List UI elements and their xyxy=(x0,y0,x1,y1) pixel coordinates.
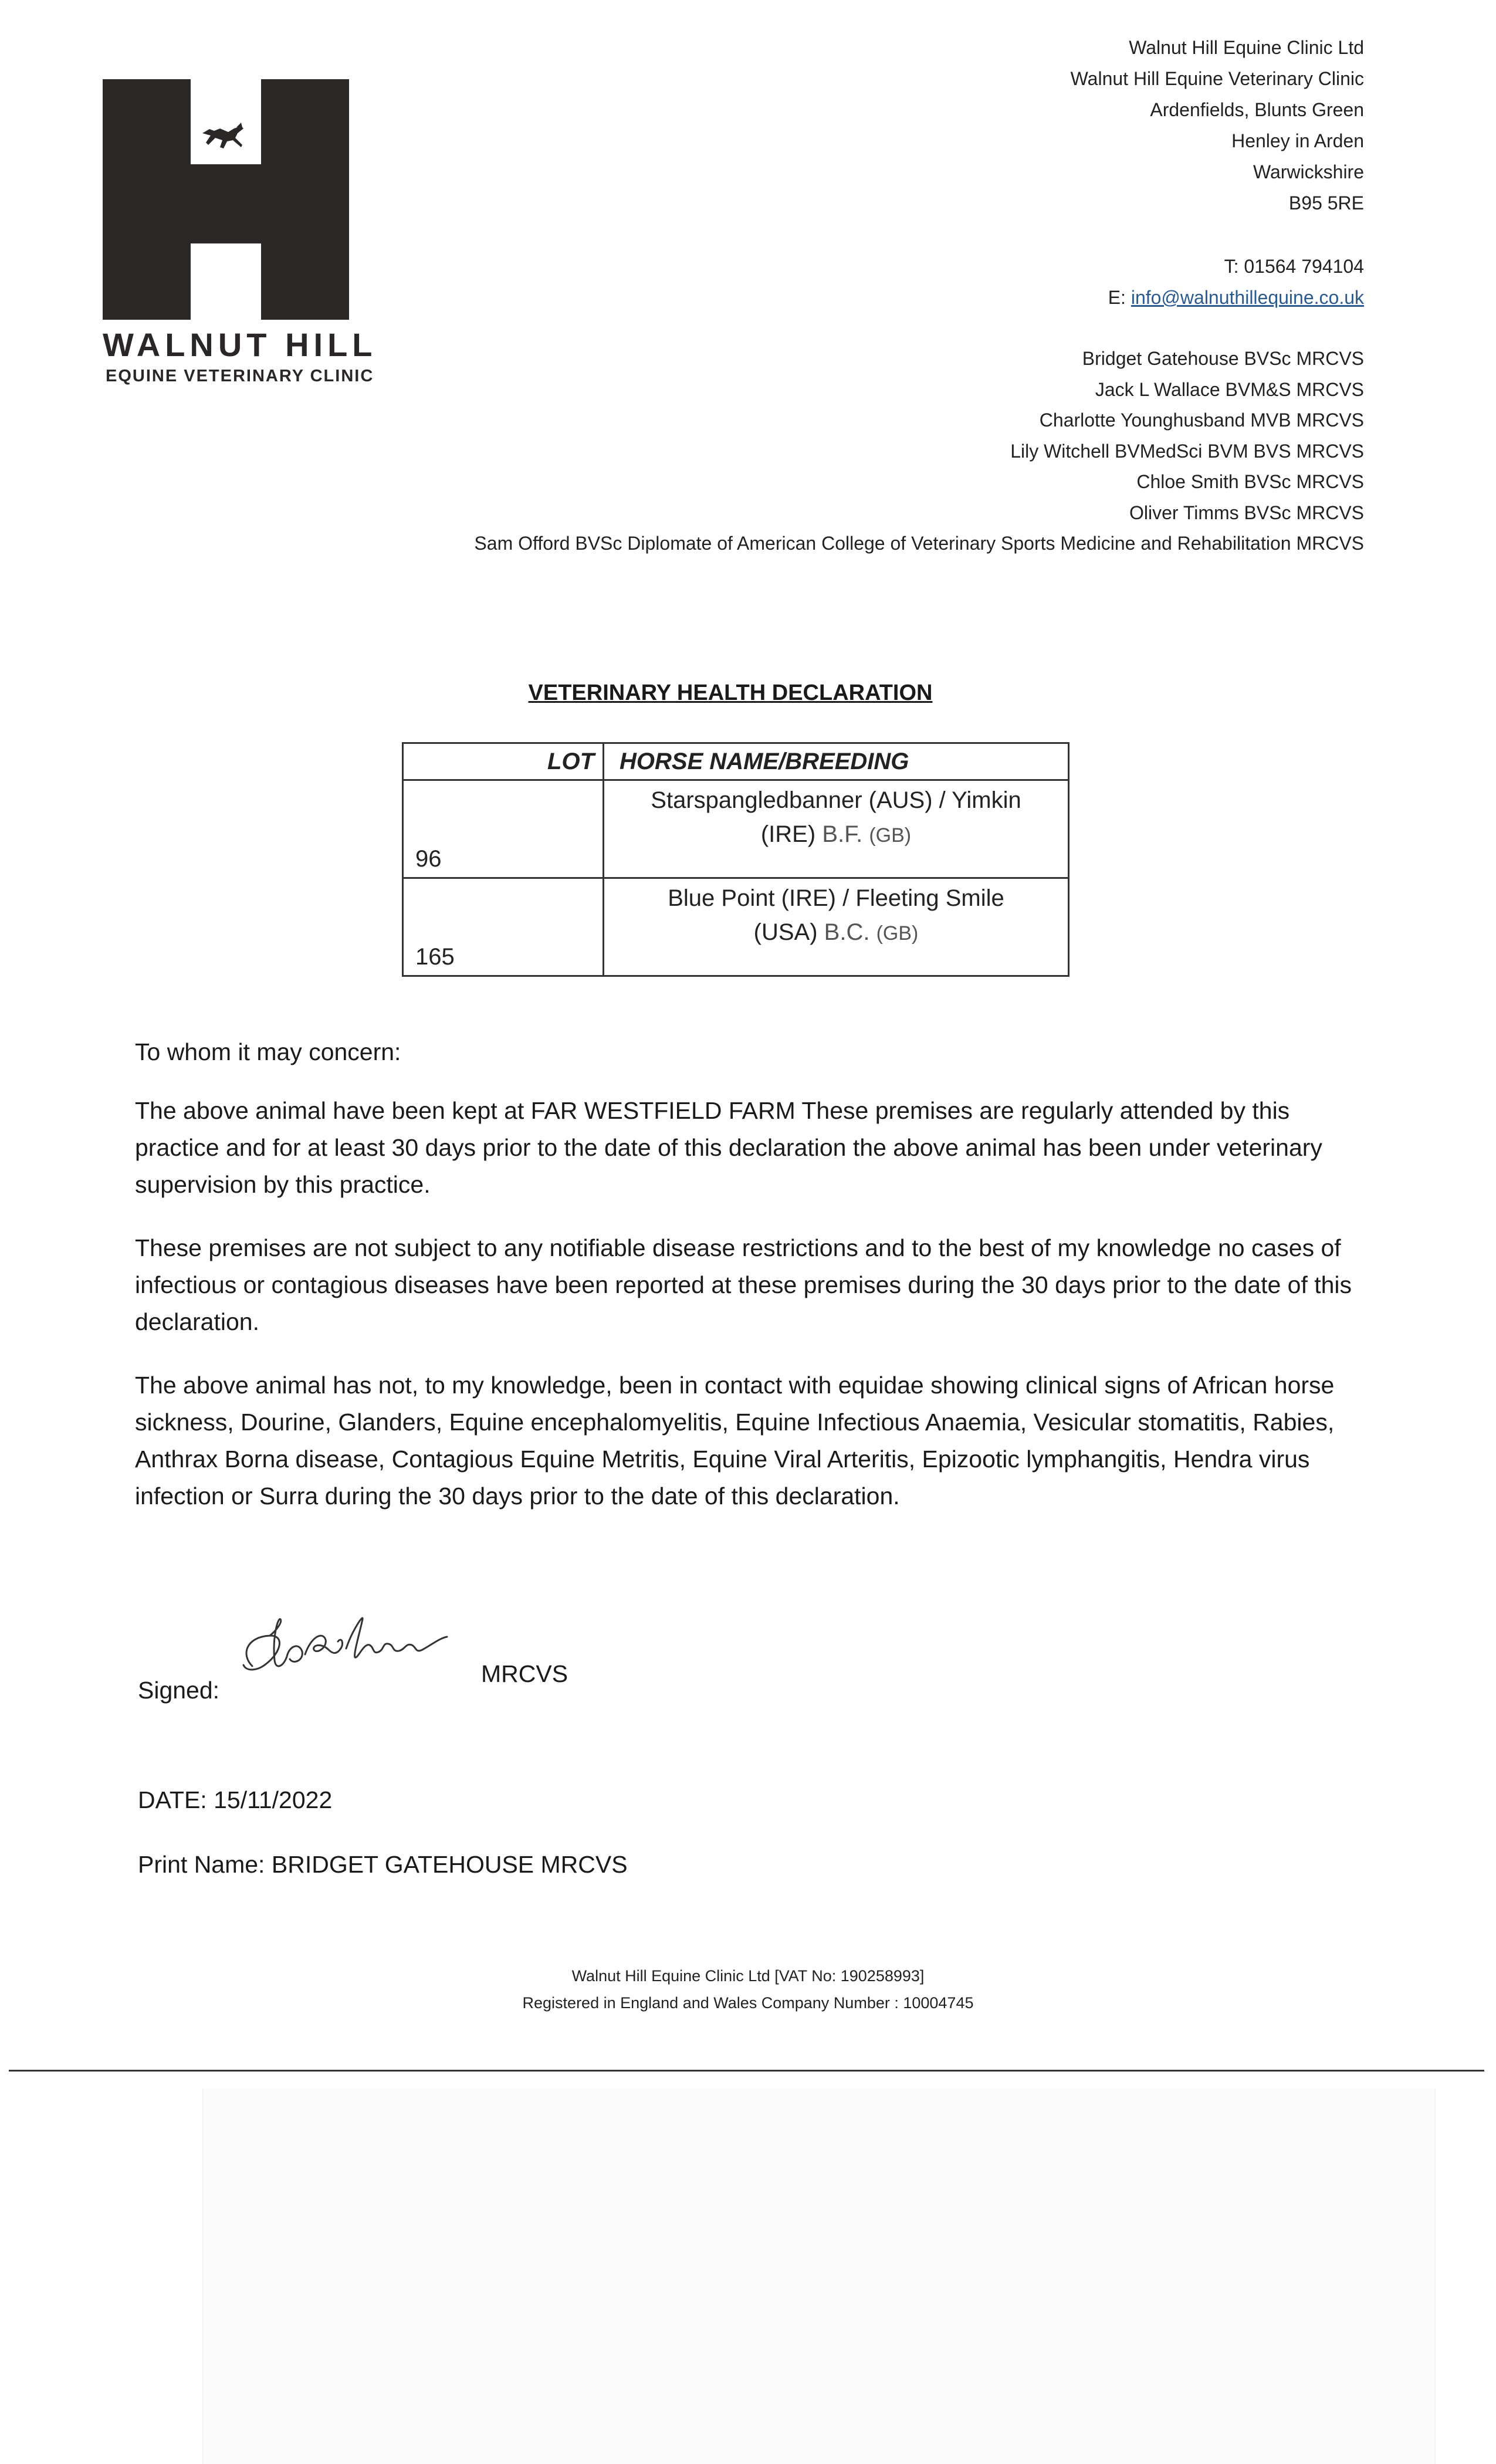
print-name-value: BRIDGET GATEHOUSE MRCVS xyxy=(271,1851,628,1878)
lot-number: 165 xyxy=(403,878,604,976)
breeding-line-1: Starspangledbanner (AUS) / Yimkin xyxy=(651,787,1021,813)
sex-code: B.C. xyxy=(824,919,870,945)
print-name-label: Print Name: xyxy=(138,1851,265,1878)
print-name-line xyxy=(138,1851,628,1879)
dam-origin: (IRE) xyxy=(760,821,816,847)
breeding-line-2 xyxy=(604,817,1068,852)
foaled-origin: (GB) xyxy=(869,824,912,847)
signature-image xyxy=(229,1596,493,1707)
page-divider xyxy=(9,2070,1484,2072)
address-line: Walnut Hill Equine Clinic Ltd xyxy=(1129,37,1364,58)
address-line: Warwickshire xyxy=(1253,161,1364,182)
vet-name: Oliver Timms BVSc MRCVS xyxy=(1129,502,1364,523)
table-row xyxy=(403,878,1069,976)
phone-number: T: 01564 794104 xyxy=(1224,256,1364,277)
lot-column-header: LOT xyxy=(403,743,604,780)
paragraph-diseases: The above animal has not, to my knowledge, been in contact with equidae showing clinical signs of African horse sickness, Dourine, Glanders, Equine encephalomyelitis, Equine Infectious Anaemia, Vesicular stomatitis, Rabies, Anthrax Borna disease, Contagious Equine Metritis, Equine Viral Arteritis, Epizootic lymphangitis, Hendra virus infection or Surra during the 30 days prior to the date of this declaration. xyxy=(135,1372,1335,1509)
vet-name: Sam Offord BVSc Diplomate of American College of Veterinary Sports Medicine and Rehabilitation MRCVS xyxy=(474,533,1364,554)
brand-name: WALNUT HILL xyxy=(103,326,377,363)
vet-name: Bridget Gatehouse BVSc MRCVS xyxy=(1082,348,1364,369)
sex-code: B.F. xyxy=(822,821,863,847)
horse-breeding xyxy=(604,878,1069,976)
horse-column-header: HORSE NAME/BREEDING xyxy=(604,743,1069,780)
horse-breeding xyxy=(604,780,1069,878)
paragraph-premises: The above animal have been kept at FAR WESTFIELD FARM These premises are regularly attended by this practice and for at least 30 days prior to the date of this declaration the above animal has been under veterinary supervision by this practice. xyxy=(135,1097,1322,1198)
clinic-logo xyxy=(103,79,349,320)
vet-name: Jack L Wallace BVM&S MRCVS xyxy=(1095,378,1364,400)
vet-name: Charlotte Younghusband MVB MRCVS xyxy=(1039,409,1364,431)
address-line: Walnut Hill Equine Veterinary Clinic xyxy=(1070,68,1364,89)
signed-label: Signed: xyxy=(138,1677,220,1704)
breeding-line-1: Blue Point (IRE) / Fleeting Smile xyxy=(668,885,1004,911)
table-row xyxy=(403,780,1069,878)
lots-table xyxy=(402,742,1069,977)
vet-name: Lily Witchell BVMedSci BVM BVS MRCVS xyxy=(1010,440,1364,462)
address-line: Henley in Arden xyxy=(1231,130,1364,151)
breeding-line-2 xyxy=(604,915,1068,950)
date-value: 15/11/2022 xyxy=(214,1786,333,1813)
clinic-address xyxy=(836,32,1364,219)
declaration-heading: VETERINARY HEALTH DECLARATION xyxy=(528,681,933,705)
email-link[interactable]: info@walnuthillequine.co.uk xyxy=(1131,287,1364,308)
foaled-origin: (GB) xyxy=(876,922,919,945)
lot-number: 96 xyxy=(403,780,604,878)
vet-name: Chloe Smith BVSc MRCVS xyxy=(1136,471,1364,492)
company-footer xyxy=(0,1962,1496,2016)
paragraph-restrictions: These premises are not subject to any notifiable disease restrictions and to the best of my knowledge no cases of infectious or contagious diseases have been reported at these premises during the 30 days prior to the date of this declaration. xyxy=(135,1234,1352,1335)
email-prefix: E: xyxy=(1108,287,1126,308)
vat-line: Walnut Hill Equine Clinic Ltd [VAT No: 190258993] xyxy=(571,1967,925,1985)
address-line: Ardenfields, Blunts Green xyxy=(1150,99,1364,120)
registration-line: Registered in England and Wales Company Number : 10004745 xyxy=(522,1994,974,2012)
clinic-contact xyxy=(836,251,1364,313)
vets-list xyxy=(191,343,1364,559)
email-line xyxy=(836,282,1364,313)
salutation: To whom it may concern: xyxy=(135,1038,401,1065)
address-line: B95 5RE xyxy=(1288,192,1364,214)
dam-origin: (USA) xyxy=(753,919,818,945)
signed-suffix: MRCVS xyxy=(481,1660,568,1687)
date-line xyxy=(138,1786,332,1814)
brand-subtitle: EQUINE VETERINARY CLINIC xyxy=(106,367,374,385)
table-header-row xyxy=(403,743,1069,780)
blank-scan-area xyxy=(202,2089,1436,2464)
date-label: DATE: xyxy=(138,1786,207,1813)
